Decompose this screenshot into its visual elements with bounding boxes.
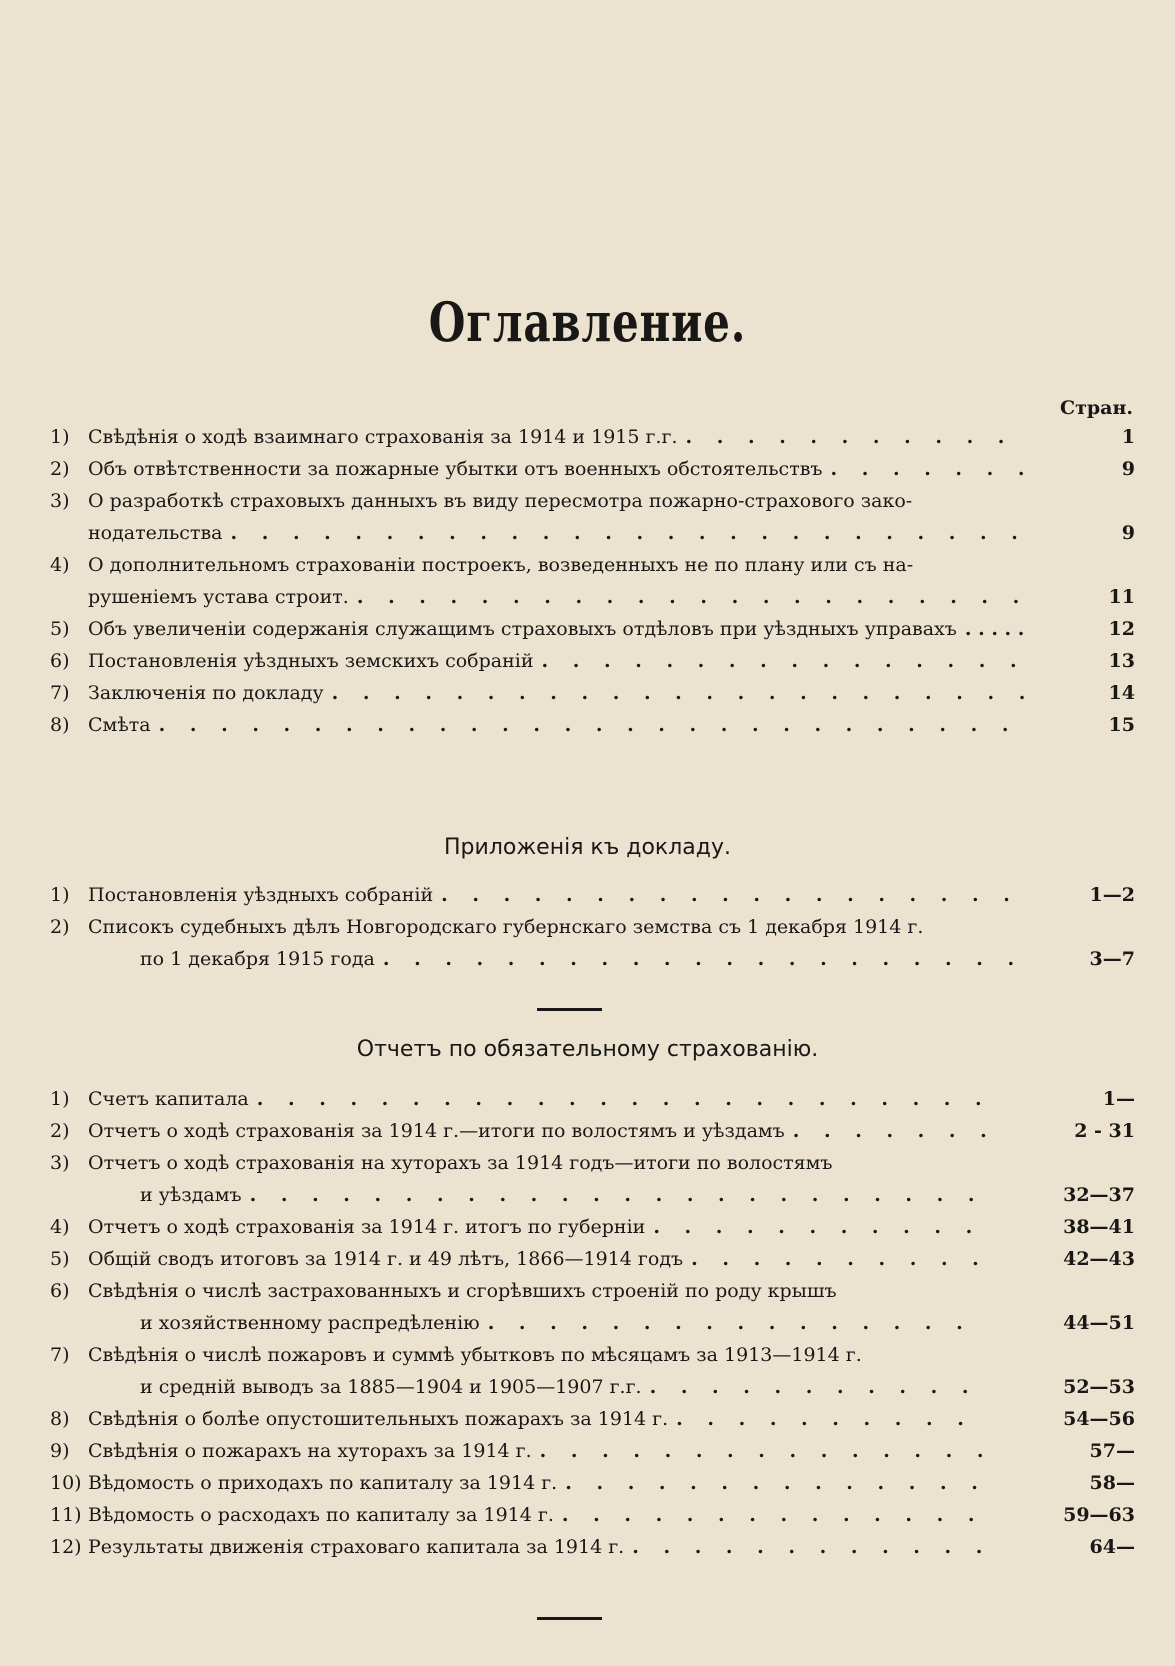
toc-entry-number: 4) (50, 1216, 70, 1238)
toc-entry (50, 1115, 1135, 1147)
dot-leader (357, 581, 1027, 613)
toc-entry-text: Смѣта (88, 714, 151, 736)
dot-leader (488, 1307, 987, 1339)
dot-leader (383, 943, 1027, 975)
dot-leader (831, 453, 1028, 485)
toc-entry (50, 1499, 1135, 1531)
toc-entry-text: Свѣдѣнія о числѣ застрахованныхъ и сгорѣвшихъ строеній по роду крышъ (88, 1280, 837, 1302)
dot-leader (793, 1115, 987, 1147)
toc-entry-page: 58— (1089, 1472, 1135, 1494)
toc-entry-text: Свѣдѣнія о числѣ пожаровъ и суммѣ убытковъ по мѣсяцамъ за 1913—1914 г. (88, 1344, 862, 1366)
toc-entry-text: Общій сводъ итоговъ за 1914 г. и 49 лѣтъ, 1866—1914 годъ (88, 1248, 684, 1270)
dot-leader (565, 1467, 987, 1499)
toc-entry (50, 1435, 1135, 1467)
toc-entry (50, 1403, 1135, 1435)
toc-entry (50, 1275, 1135, 1307)
dot-leader (686, 421, 1028, 453)
toc-entry-number: 7) (50, 682, 70, 704)
toc-entry-number: 8) (50, 714, 70, 736)
toc-entry-page: 59—63 (1063, 1504, 1135, 1526)
toc-entry-page: 1— (1102, 1088, 1135, 1110)
toc-entry-number: 11) (50, 1504, 82, 1526)
toc-entry-page: 44—51 (1063, 1312, 1135, 1334)
toc-entry (50, 911, 1135, 943)
toc-entry-text-continued: нодательства (88, 522, 223, 544)
toc-entry (50, 1531, 1135, 1563)
dot-leader (653, 1211, 987, 1243)
toc-entry-text-continued: и уѣздамъ (140, 1184, 242, 1206)
toc-entry-number: 2) (50, 916, 70, 938)
toc-entry (50, 1083, 1135, 1115)
toc-entry-text-continued: и хозяйственному распредѣленію (140, 1312, 480, 1334)
toc-entry-continuation (50, 1179, 1135, 1211)
toc-entry-page: 32—37 (1063, 1184, 1135, 1206)
toc-entry (50, 1211, 1135, 1243)
dot-leader (965, 613, 1027, 645)
divider-rule (537, 1008, 602, 1011)
page-column-header: Стран. (1060, 397, 1134, 419)
toc-entry (50, 453, 1135, 485)
toc-entry-text-continued: по 1 декабря 1915 года (140, 948, 375, 970)
page-title: Оглавлениe. (428, 290, 747, 354)
toc-entry-text: Постановленія уѣздныхъ земскихъ собраній (88, 650, 534, 672)
toc-entry-continuation (50, 1307, 1135, 1339)
toc-entry-text: Объ отвѣтственности за пожарные убытки отъ военныхъ обстоятельствъ (88, 458, 823, 480)
toc-entry (50, 1339, 1135, 1371)
toc-entry-page: 14 (1108, 682, 1135, 704)
toc-entry (50, 1243, 1135, 1275)
toc-entry-text: Отчетъ о ходѣ страхованія на хуторахъ за 1914 годъ—итоги по волостямъ (88, 1152, 833, 1174)
toc-entry-page: 1 (1121, 426, 1135, 448)
toc-entry-text: О дополнительномъ страхованіи построекъ, возведенныхъ не по плану или съ на- (88, 554, 914, 576)
toc-entry (50, 613, 1135, 645)
dot-leader (632, 1531, 987, 1563)
toc-entry-page: 64— (1089, 1536, 1135, 1558)
toc-entry-number: 2) (50, 1120, 70, 1142)
toc-entry-text: Свѣдѣнія о болѣе опустошительныхъ пожарахъ за 1914 г. (88, 1408, 669, 1430)
toc-entry-text: Вѣдомость о приходахъ по капиталу за 1914 г. (88, 1472, 558, 1494)
toc-entry-page: 9 (1121, 458, 1135, 480)
toc-entry-number: 1) (50, 1088, 70, 1110)
toc-entry-page: 3—7 (1089, 948, 1135, 970)
toc-entry-text: Отчетъ о ходѣ страхованія за 1914 г. итогъ по губерніи (88, 1216, 646, 1238)
dot-leader (159, 709, 1027, 741)
dot-leader (540, 1435, 987, 1467)
toc-entry (50, 1467, 1135, 1499)
toc-entry-page: 12 (1108, 618, 1135, 640)
toc-entry-page: 15 (1108, 714, 1135, 736)
toc-entry-page: 57— (1089, 1440, 1135, 1462)
toc-entry-text: Счетъ капитала (88, 1088, 249, 1110)
toc-entry (50, 879, 1135, 911)
toc-entry-page: 2 - 31 (1074, 1120, 1135, 1142)
toc-entry-text: Заключенія по докладу (88, 682, 324, 704)
toc-entry-text: Отчетъ о ходѣ страхованія за 1914 г.—итоги по волостямъ и уѣздамъ (88, 1120, 785, 1142)
toc-entry-continuation (50, 581, 1135, 613)
toc-entry-number: 1) (50, 426, 70, 448)
toc-entry-text: Объ увеличеніи содержанія служащимъ страховыхъ отдѣловъ при уѣздныхъ управахъ (88, 618, 957, 640)
toc-entry-continuation (50, 943, 1135, 975)
toc-entry-continuation (50, 1371, 1135, 1403)
toc-report (50, 1083, 1135, 1563)
toc-entry-page: 1—2 (1089, 884, 1135, 906)
toc-entry-number: 2) (50, 458, 70, 480)
toc-entry-number: 6) (50, 1280, 70, 1302)
toc-entry-page: 13 (1108, 650, 1135, 672)
toc-entry-number: 10) (50, 1472, 82, 1494)
toc-entry-text: Свѣдѣнія о ходѣ взаимнаго страхованія за 1914 и 1915 г.г. (88, 426, 678, 448)
toc-entry (50, 485, 1135, 517)
divider-rule (537, 1617, 602, 1620)
dot-leader (441, 879, 1027, 911)
dot-leader (650, 1371, 987, 1403)
toc-entry (50, 709, 1135, 741)
toc-entry-page: 52—53 (1063, 1376, 1135, 1398)
toc-entry-text: Списокъ судебныхъ дѣлъ Новгородскаго губернскаго земства съ 1 декабря 1914 г. (88, 916, 924, 938)
dot-leader (676, 1403, 987, 1435)
toc-entry-text-continued: рушеніемъ устава строит. (88, 586, 349, 608)
toc-entry-text-continued: и средній выводъ за 1885—1904 и 1905—1907 г.г. (140, 1376, 642, 1398)
section-title-appendices: Приложенія къ докладу. (444, 835, 731, 860)
toc-main (50, 421, 1135, 741)
dot-leader (230, 517, 1027, 549)
toc-entry-number: 6) (50, 650, 70, 672)
toc-entry-page: 42—43 (1063, 1248, 1135, 1270)
toc-entry-number: 12) (50, 1536, 82, 1558)
toc-entry (50, 1147, 1135, 1179)
dot-leader (542, 645, 1027, 677)
toc-entry-number: 9) (50, 1440, 70, 1462)
toc-entry-number: 1) (50, 884, 70, 906)
dot-leader (562, 1499, 987, 1531)
toc-entry-number: 8) (50, 1408, 70, 1430)
toc-entry-page: 38—41 (1063, 1216, 1135, 1238)
toc-appendices (50, 879, 1135, 975)
toc-entry-page: 9 (1121, 522, 1135, 544)
toc-entry-number: 5) (50, 1248, 70, 1270)
toc-entry-number: 7) (50, 1344, 70, 1366)
toc-entry-text: Результаты движенія страховаго капитала за 1914 г. (88, 1536, 625, 1558)
toc-entry-text: Вѣдомость о расходахъ по капиталу за 1914 г. (88, 1504, 554, 1526)
toc-entry (50, 549, 1135, 581)
dot-leader (250, 1179, 987, 1211)
dot-leader (691, 1243, 987, 1275)
toc-entry-page: 11 (1108, 586, 1135, 608)
toc-entry-number: 3) (50, 1152, 70, 1174)
toc-entry-text: Свѣдѣнія о пожарахъ на хуторахъ за 1914 г. (88, 1440, 532, 1462)
dot-leader (332, 677, 1027, 709)
toc-entry-number: 4) (50, 554, 70, 576)
toc-entry-text: О разработкѣ страховыхъ данныхъ въ виду пересмотра пожарно-страхового зако- (88, 490, 913, 512)
toc-entry (50, 421, 1135, 453)
dot-leader (257, 1083, 987, 1115)
toc-entry-text: Постановленія уѣздныхъ собраній (88, 884, 434, 906)
toc-entry (50, 645, 1135, 677)
section-title-report: Отчетъ по обязательному страхованію. (356, 1037, 819, 1062)
toc-entry (50, 677, 1135, 709)
toc-entry-page: 54—56 (1063, 1408, 1135, 1430)
toc-entry-number: 5) (50, 618, 70, 640)
toc-entry-number: 3) (50, 490, 70, 512)
toc-entry-continuation (50, 517, 1135, 549)
